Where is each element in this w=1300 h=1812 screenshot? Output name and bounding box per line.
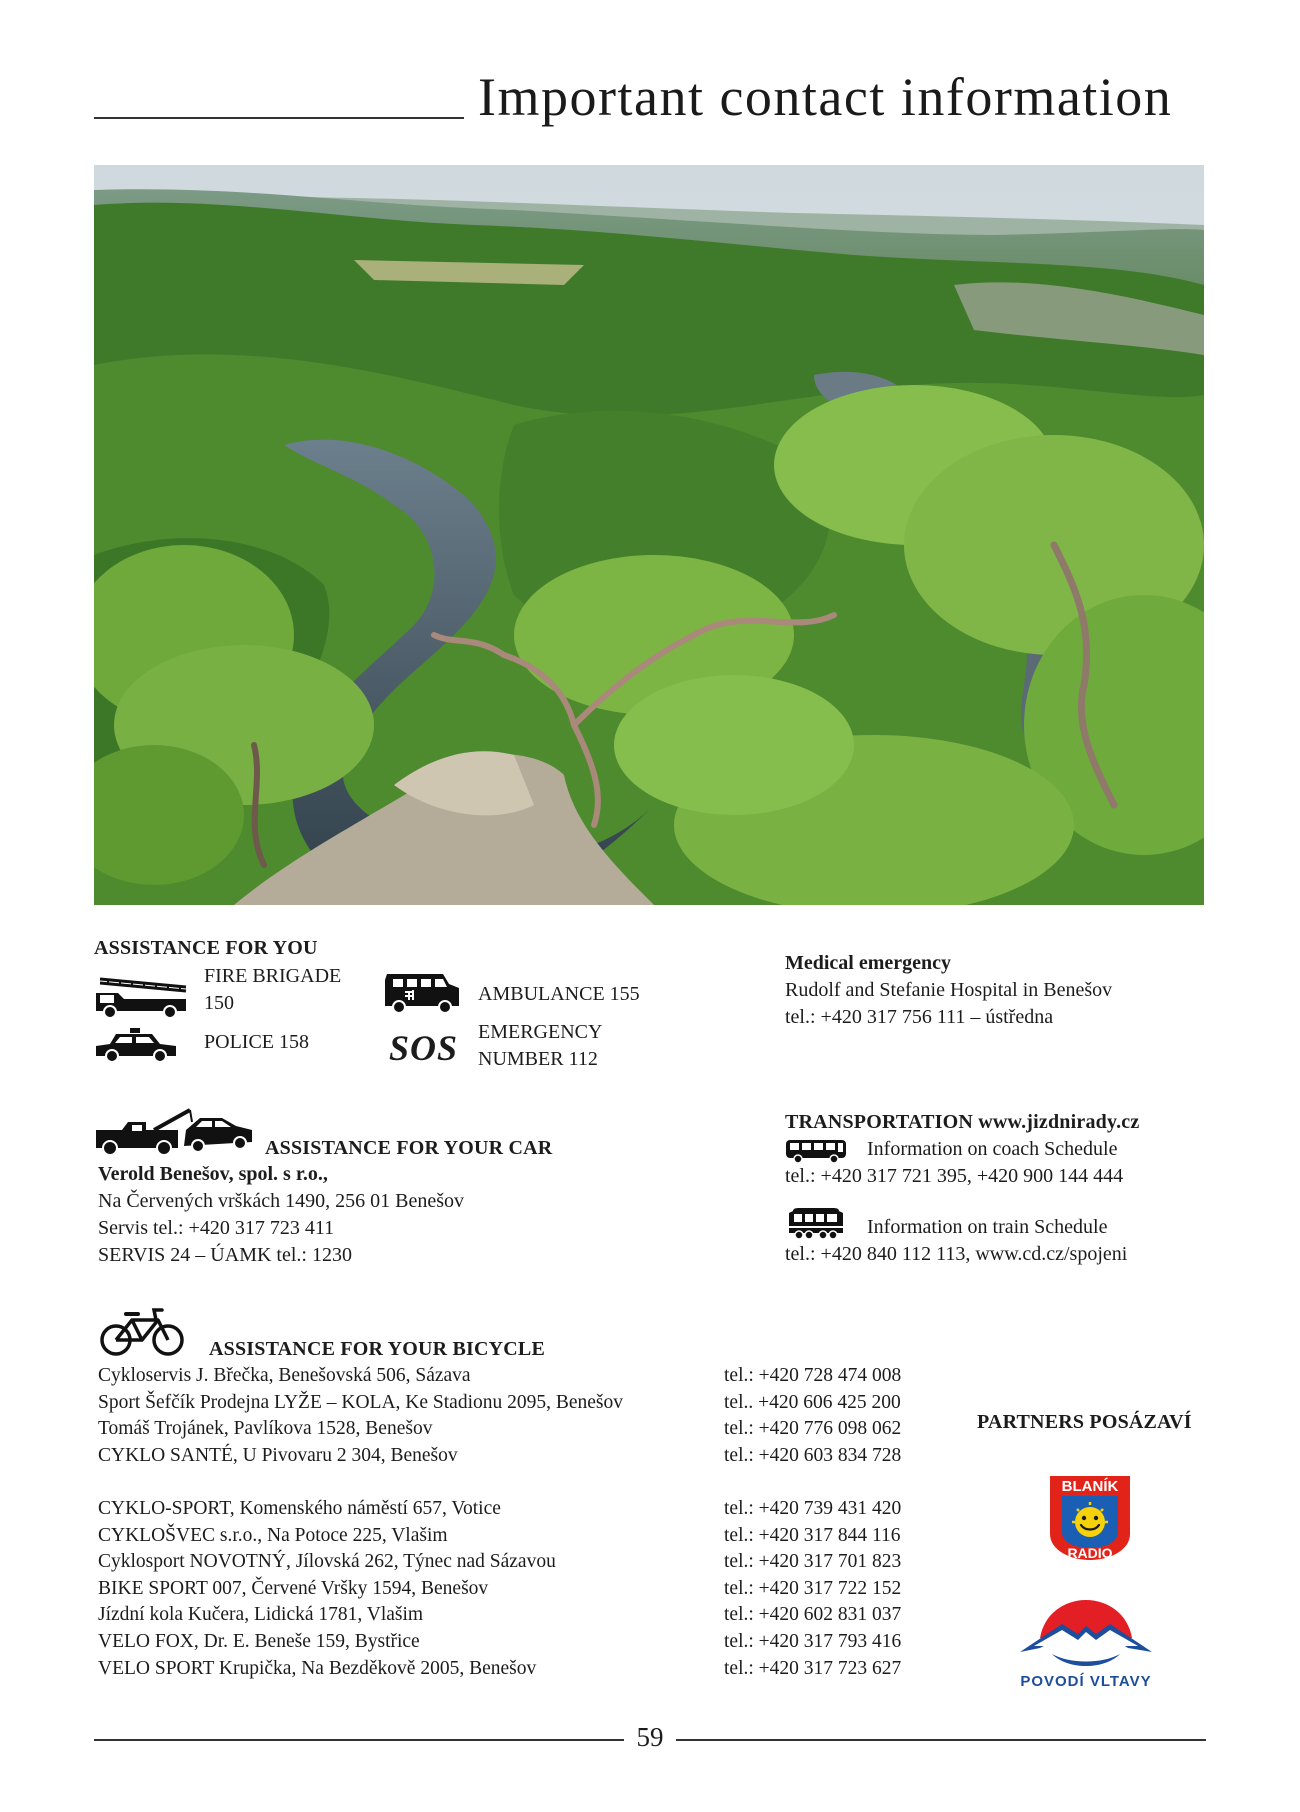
ambulance-icon xyxy=(383,970,461,1016)
list-item: Tomáš Trojánek, Pavlíkova 1528, Benešov xyxy=(98,1418,433,1440)
car-address: Na Červených vrškách 1490, 256 01 Benešov xyxy=(98,1190,465,1212)
medical-heading: Medical emergency xyxy=(785,952,952,974)
coach-info-label: Information on coach Schedule xyxy=(867,1138,1118,1160)
partners-heading: PARTNERS POSÁZAVÍ xyxy=(977,1411,1192,1433)
list-item: CYKLO SANTÉ, U Pivovaru 2 304, Benešov xyxy=(98,1444,458,1466)
list-item-tel: tel.. +420 606 425 200 xyxy=(724,1391,901,1413)
list-item: Sport Šefčík Prodejna LYŽE – KOLA, Ke Stadionu 2095, Benešov xyxy=(98,1391,624,1413)
fire-brigade-text: FIRE BRIGADE 150 xyxy=(204,965,342,1014)
list-item: Jízdní kola Kučera, Lidická 1781, Vlašim xyxy=(98,1604,424,1626)
landscape-photo xyxy=(94,165,1204,905)
blanik-logo-text-top: BLANÍK xyxy=(1061,1478,1119,1495)
fire-truck-icon xyxy=(94,973,190,1019)
list-item-tel: tel.: +420 602 831 037 xyxy=(724,1604,902,1626)
police-car-icon xyxy=(94,1028,178,1062)
povodi-logo-text: POVODÍ VLTAVY xyxy=(1020,1673,1152,1690)
car-assistance-block xyxy=(98,1161,464,1269)
car-company: Verold Benešov, spol. s r.o., xyxy=(98,1163,328,1185)
title-rule xyxy=(94,117,464,119)
list-item: Cykloservis J. Břečka, Benešovská 506, Sázava xyxy=(98,1365,471,1386)
list-item-tel: tel.: +420 317 722 152 xyxy=(724,1577,902,1599)
transportation-heading: TRANSPORTATION www.jizdnirady.cz xyxy=(785,1111,1140,1133)
car-assistance-heading: ASSISTANCE FOR YOUR CAR xyxy=(265,1137,553,1159)
bicycle-tel-list-2 xyxy=(724,1496,901,1682)
car-service24-tel: SERVIS 24 – ÚAMK tel.: 1230 xyxy=(98,1244,352,1266)
hospital-tel: tel.: +420 317 756 111 – ústředna xyxy=(785,1006,1054,1028)
blanik-radio-logo xyxy=(1044,1472,1136,1564)
bicycle-assistance-heading: ASSISTANCE FOR YOUR BICYCLE xyxy=(209,1338,546,1360)
footer-rule-left xyxy=(94,1739,624,1741)
list-item-tel: tel.: +420 317 793 416 xyxy=(724,1630,902,1652)
list-item-tel: tel.: +420 317 844 116 xyxy=(724,1524,901,1546)
police-text: POLICE 158 xyxy=(204,1031,309,1053)
list-item: Cyklosport NOVOTNÝ, Jílovská 262, Týnec nad Sázavou xyxy=(98,1551,556,1573)
list-item: VELO FOX, Dr. E. Beneše 159, Bystřice xyxy=(98,1630,420,1652)
coach-bus-icon xyxy=(785,1139,847,1163)
ambulance-text: AMBULANCE 155 xyxy=(478,983,640,1005)
sos-icon: SOS xyxy=(389,1028,459,1068)
list-item-tel: tel.: +420 776 098 062 xyxy=(724,1418,902,1440)
page-title: Important contact information xyxy=(478,67,1173,127)
povodi-vltavy-logo xyxy=(1000,1594,1172,1690)
footer-rule-right xyxy=(676,1739,1206,1741)
page-number: 59 xyxy=(636,1722,664,1752)
train-tel: tel.: +420 840 112 113, www.cd.cz/spojeni xyxy=(785,1243,1128,1265)
bicycle-shop-list-2 xyxy=(98,1496,556,1682)
list-item: VELO SPORT Krupička, Na Bezděkově 2005, Benešov xyxy=(98,1657,537,1679)
hospital-name: Rudolf and Stefanie Hospital in Benešov xyxy=(785,979,1113,1001)
list-item-tel: tel.: +420 603 834 728 xyxy=(724,1444,902,1466)
tow-truck-icon xyxy=(94,1108,256,1158)
list-item-tel: tel.: +420 739 431 420 xyxy=(724,1498,902,1519)
list-item: CYKLOŠVEC s.r.o., Na Potoce 225, Vlašim xyxy=(98,1524,448,1546)
list-item: CYKLO-SPORT, Komenského náměstí 657, Votice xyxy=(98,1498,501,1519)
emergency-number-text: EMERGENCY NUMBER 112 xyxy=(478,1021,603,1070)
bicycle-icon xyxy=(100,1308,184,1358)
bicycle-shop-list-1 xyxy=(98,1363,623,1469)
blanik-logo-text-bottom: RADIO xyxy=(1067,1545,1113,1561)
coach-tel: tel.: +420 317 721 395, +420 900 144 444 xyxy=(785,1165,1124,1187)
list-item-tel: tel.: +420 317 701 823 xyxy=(724,1551,902,1573)
bicycle-tel-list-1 xyxy=(724,1363,901,1469)
train-info-label: Information on train Schedule xyxy=(867,1216,1108,1238)
assistance-for-you-heading: ASSISTANCE FOR YOU xyxy=(94,937,318,959)
train-icon xyxy=(785,1207,847,1241)
list-item-tel: tel.: +420 728 474 008 xyxy=(724,1365,902,1386)
medical-emergency-block xyxy=(785,950,1112,1031)
car-service-tel: Servis tel.: +420 317 723 411 xyxy=(98,1217,335,1239)
list-item-tel: tel.: +420 317 723 627 xyxy=(724,1657,902,1679)
list-item: BIKE SPORT 007, Červené Vršky 1594, Benešov xyxy=(98,1577,489,1599)
